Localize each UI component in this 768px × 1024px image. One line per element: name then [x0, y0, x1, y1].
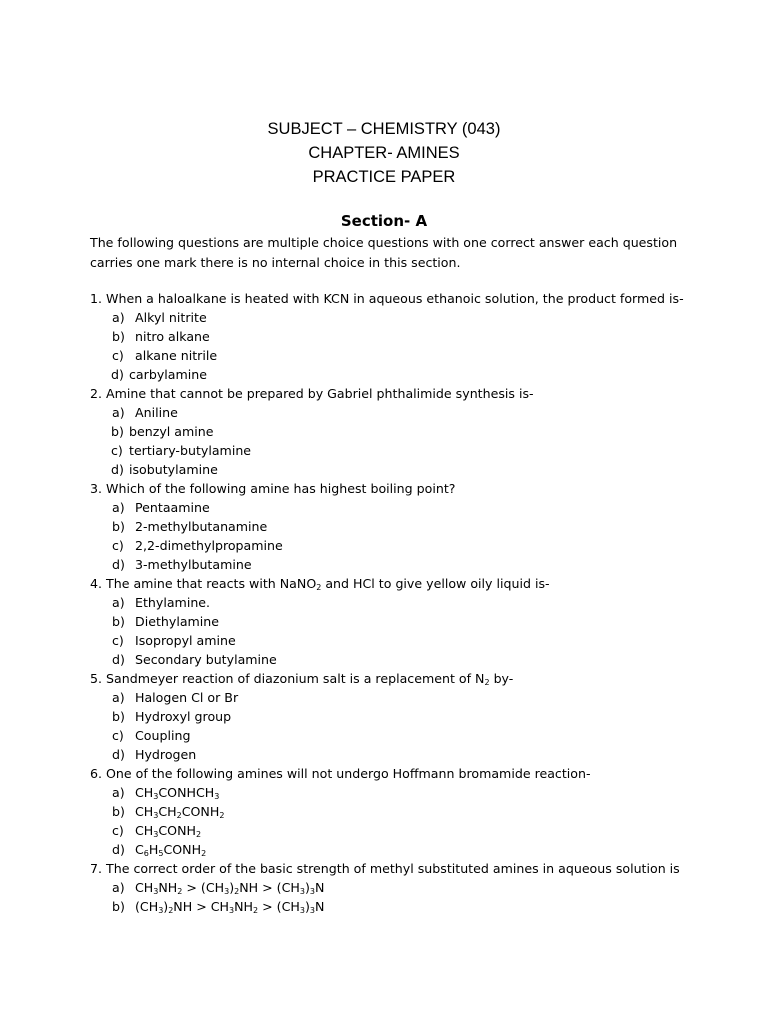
question-5	[90, 669, 730, 764]
formula-part: H	[148, 842, 159, 857]
document-header	[0, 117, 768, 189]
option-c	[90, 346, 730, 365]
option-a	[90, 498, 730, 517]
formula-part: NH	[234, 899, 253, 914]
option-formula	[135, 821, 201, 840]
option-label: c)	[112, 823, 124, 838]
question-text: 1. When a haloalkane is heated with KCN in aqueous ethanoic solution, the product formed is-	[90, 291, 684, 306]
option-a	[90, 783, 730, 802]
subscript: 2	[484, 678, 490, 687]
option-d	[90, 745, 730, 764]
option-text: Isopropyl amine	[135, 633, 236, 648]
formula-part: CH	[158, 804, 177, 819]
formula-part: )	[229, 880, 235, 895]
subscript: 2	[201, 849, 207, 858]
option-text: 2,2-dimethylpropamine	[135, 538, 283, 553]
subscript: 6	[143, 849, 149, 858]
subscript: 3	[153, 830, 159, 839]
formula-part: > (CH	[258, 899, 300, 914]
option-label: b)	[112, 519, 125, 534]
option-b	[90, 422, 730, 441]
question-text	[90, 669, 730, 688]
subject-title: SUBJECT – CHEMISTRY (043)	[267, 120, 501, 138]
formula-part: CH	[135, 823, 154, 838]
question-text: 6. One of the following amines will not undergo Hoffmann bromamide reaction-	[90, 766, 591, 781]
question-3	[90, 479, 730, 574]
chapter-title: CHAPTER- AMINES	[308, 144, 460, 162]
formula-part: N	[314, 899, 325, 914]
subscript: 2	[168, 906, 174, 915]
option-label: a)	[112, 690, 125, 705]
formula-part: CH	[135, 785, 154, 800]
formula-part: )	[304, 899, 310, 914]
option-text: benzyl amine	[129, 424, 214, 439]
option-text: Coupling	[135, 728, 191, 743]
option-label: b)	[112, 899, 125, 914]
option-d	[90, 365, 730, 384]
option-label: a)	[112, 405, 125, 420]
option-label: d)	[112, 842, 125, 857]
option-label: c)	[111, 443, 123, 458]
option-label: b)	[112, 329, 125, 344]
option-c	[90, 631, 730, 650]
option-label: c)	[112, 538, 124, 553]
option-text: Pentaamine	[135, 500, 210, 515]
option-b	[90, 707, 730, 726]
instructions-line-1: The following questions are multiple choice questions with one correct answer each question	[90, 235, 678, 250]
option-label: a)	[112, 785, 125, 800]
question-text-part: 4. The amine that reacts with NaNO	[90, 576, 317, 591]
option-a	[90, 593, 730, 612]
subscript: 2	[219, 811, 225, 820]
question-6	[90, 764, 730, 859]
question-text-part: by-	[489, 671, 514, 686]
option-label: d)	[112, 747, 125, 762]
option-label: b)	[112, 804, 125, 819]
formula-part: NH > CH	[173, 899, 230, 914]
option-label: b)	[112, 614, 125, 629]
subscript: 3	[309, 887, 315, 896]
option-formula	[135, 802, 224, 821]
subscript: 3	[153, 811, 159, 820]
subscript: 3	[153, 887, 159, 896]
formula-part: CONH	[163, 842, 202, 857]
option-text: Diethylamine	[135, 614, 220, 629]
option-c	[90, 821, 730, 840]
option-label: d)	[111, 367, 124, 382]
subscript: 2	[195, 830, 202, 839]
formula-part: NH > (CH	[239, 880, 300, 895]
question-text-part: and HCl to give yellow oily liquid is-	[321, 576, 550, 591]
option-text: isobutylamine	[129, 462, 218, 477]
question-text: 3. Which of the following amine has highest boiling point?	[90, 481, 456, 496]
option-text: Aniline	[135, 405, 178, 420]
option-label: c)	[112, 633, 124, 648]
option-formula	[135, 840, 206, 859]
formula-part: CONHCH	[158, 785, 215, 800]
option-text: tertiary-butylamine	[129, 443, 252, 458]
option-c	[90, 726, 730, 745]
option-text: Ethylamine.	[135, 595, 211, 610]
option-text: 3-methylbutamine	[135, 557, 252, 572]
subscript: 2	[177, 887, 183, 896]
question-text	[90, 574, 730, 593]
option-formula	[135, 783, 219, 802]
subscript: 5	[158, 849, 164, 858]
option-d	[90, 840, 730, 859]
option-label: a)	[112, 500, 125, 515]
option-formula	[135, 878, 324, 897]
subscript: 3	[214, 792, 220, 801]
option-text: Hydroxyl group	[135, 709, 232, 724]
formula-part: NH	[158, 880, 178, 895]
instructions-line-2: carries one mark there is no internal choice in this section.	[90, 254, 461, 270]
formula-part: )	[304, 880, 310, 895]
formula-part: )	[163, 899, 169, 914]
subscript: 2	[253, 906, 259, 915]
subscript: 3	[299, 887, 305, 896]
question-4	[90, 574, 730, 669]
paper-title: PRACTICE PAPER	[312, 168, 456, 186]
option-text: nitro alkane	[135, 329, 210, 344]
option-label: c)	[112, 728, 124, 743]
formula-part: CONH	[181, 804, 220, 819]
option-text: Alkyl nitrite	[135, 310, 207, 325]
option-d	[90, 460, 730, 479]
question-1	[90, 289, 730, 384]
option-label: a)	[112, 880, 125, 895]
option-text: Hydrogen	[135, 747, 197, 762]
option-label: d)	[111, 462, 124, 477]
option-text: carbylamine	[129, 367, 207, 382]
option-a	[90, 688, 730, 707]
option-text: Secondary butylamine	[135, 652, 277, 667]
subscript: 3	[299, 906, 305, 915]
option-a	[90, 878, 730, 897]
option-text: Halogen Cl or Br	[135, 690, 239, 705]
option-text: alkane nitrile	[135, 348, 218, 363]
option-label: c)	[112, 348, 124, 363]
subscript: 3	[309, 906, 315, 915]
question-text-part: 5. Sandmeyer reaction of diazonium salt is a replacement of N	[90, 671, 485, 686]
option-d	[90, 555, 730, 574]
option-c	[90, 536, 730, 555]
option-label: d)	[112, 652, 125, 667]
option-b	[90, 517, 730, 536]
option-label: a)	[112, 310, 125, 325]
formula-part: N	[314, 880, 325, 895]
formula-part: CONH	[158, 823, 196, 838]
option-a	[90, 308, 730, 327]
option-b	[90, 897, 730, 916]
question-list	[90, 289, 730, 916]
subscript: 2	[176, 811, 182, 820]
question-7	[90, 859, 730, 916]
option-b	[90, 802, 730, 821]
option-label: b)	[111, 424, 124, 439]
option-b	[90, 612, 730, 631]
formula-part: CH	[135, 804, 154, 819]
question-2	[90, 384, 730, 479]
subscript: 2	[234, 887, 240, 896]
question-text: 7. The correct order of the basic strength of methyl substituted amines in aqueous solution is	[90, 861, 680, 876]
option-formula	[135, 897, 324, 916]
option-c	[90, 441, 730, 460]
subscript: 2	[316, 583, 322, 592]
option-b	[90, 327, 730, 346]
option-d	[90, 650, 730, 669]
formula-part: > (CH	[182, 880, 225, 895]
formula-part: C	[135, 842, 144, 857]
formula-part: CH	[135, 880, 154, 895]
subscript: 3	[229, 906, 235, 915]
subscript: 3	[158, 906, 164, 915]
option-label: a)	[112, 595, 125, 610]
question-text: 2. Amine that cannot be prepared by Gabriel phthalimide synthesis is-	[90, 386, 534, 401]
option-label: b)	[112, 709, 125, 724]
option-text: 2-methylbutanamine	[135, 519, 268, 534]
option-label: d)	[112, 557, 125, 572]
subscript: 3	[224, 887, 230, 896]
section-heading: Section- A	[340, 212, 428, 230]
subscript: 3	[153, 792, 159, 801]
section-instructions	[90, 233, 690, 272]
formula-part: (CH	[135, 899, 159, 914]
option-a	[90, 403, 730, 422]
